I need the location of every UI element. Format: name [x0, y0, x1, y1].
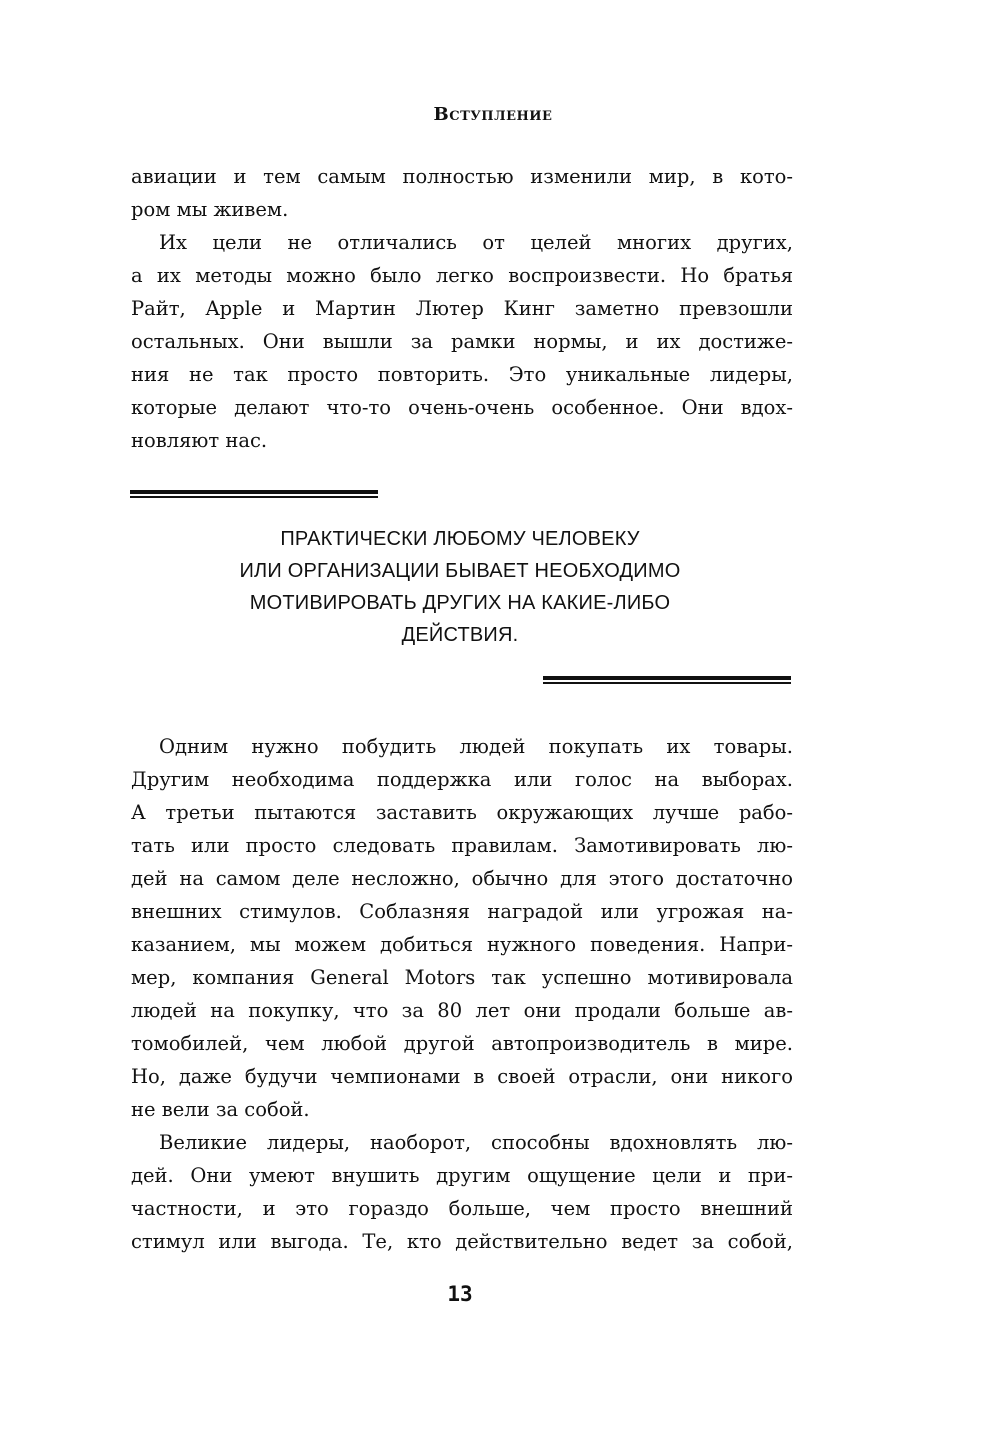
paragraph: [131, 160, 793, 226]
text-line: ром мы живем.: [131, 198, 289, 221]
pull-quote-line: ИЛИ ОРГАНИЗАЦИИ БЫВАЕТ НЕОБХОДИМО: [239, 560, 681, 582]
paragraph: [131, 730, 793, 1126]
text-line: А третьи пытаются заставить окружающих лучше рабо-: [131, 801, 793, 824]
text-line: новляют нас.: [131, 429, 268, 452]
text-line: томобилей, чем любой другой автопроизводитель в мире.: [131, 1032, 793, 1055]
text-line: ния не так просто повторить. Это уникальные лидеры,: [131, 363, 793, 386]
text-block-main: [131, 730, 793, 1258]
text-line: Великие лидеры, наоборот, способны вдохновлять лю-: [159, 1131, 793, 1154]
paragraph: [131, 1126, 793, 1258]
text-block-intro: [131, 160, 793, 457]
text-line: частности, и это гораздо больше, чем просто внешний: [131, 1197, 793, 1220]
text-line: мер, компания General Motors так успешно мотивировала: [131, 966, 793, 989]
text-line: которые делают что-то очень-очень особенное. Они вдох-: [131, 396, 793, 419]
rule-thin-bar: [543, 682, 791, 684]
running-head: Вступление: [433, 104, 553, 125]
rule-thick-bar: [543, 676, 791, 680]
text-line: стимул или выгода. Те, кто действительно ведет за собой,: [131, 1230, 793, 1253]
text-line: а их методы можно было легко воспроизвести. Но братья: [131, 264, 793, 287]
pull-quote-rule-top: [130, 490, 378, 499]
text-line: тать или просто следовать правилам. Замотивировать лю-: [131, 834, 793, 857]
text-line: дей на самом деле несложно, обычно для этого достаточно: [131, 867, 793, 890]
text-line: не вели за собой.: [131, 1098, 310, 1121]
text-line: Другим необходима поддержка или голос на выборах.: [131, 768, 793, 791]
pull-quote-line: ДЕЙСТВИЯ.: [401, 624, 519, 646]
text-line: казанием, мы можем добиться нужного поведения. Напри-: [131, 933, 793, 956]
paragraph: [131, 226, 793, 457]
pull-quote-rule-bottom: [543, 676, 791, 685]
rule-thin-bar: [130, 496, 378, 498]
text-line: людей на покупку, что за 80 лет они продали больше ав-: [131, 999, 793, 1022]
text-line: остальных. Они вышли за рамки нормы, и их достиже-: [131, 330, 793, 353]
text-line: Райт, Apple и Мартин Лютер Кинг заметно превзошли: [131, 297, 793, 320]
rule-thick-bar: [130, 490, 378, 494]
pull-quote-line: МОТИВИРОВАТЬ ДРУГИХ НА КАКИЕ-ЛИБО: [249, 592, 671, 614]
page-number: 13: [447, 1282, 473, 1306]
text-line: авиации и тем самым полностью изменили мир, в кото-: [131, 165, 793, 188]
text-line: дей. Они умеют внушить другим ощущение цели и при-: [131, 1164, 793, 1187]
text-line: Одним нужно побудить людей покупать их товары.: [159, 735, 793, 758]
pull-quote: [150, 523, 770, 651]
text-line: внешних стимулов. Соблазняя наградой или угрожая на-: [131, 900, 793, 923]
text-line: Но, даже будучи чемпионами в своей отрасли, они никого: [131, 1065, 793, 1088]
text-line: Их цели не отличались от целей многих других,: [159, 231, 793, 254]
pull-quote-line: ПРАКТИЧЕСКИ ЛЮБОМУ ЧЕЛОВЕКУ: [280, 528, 640, 550]
